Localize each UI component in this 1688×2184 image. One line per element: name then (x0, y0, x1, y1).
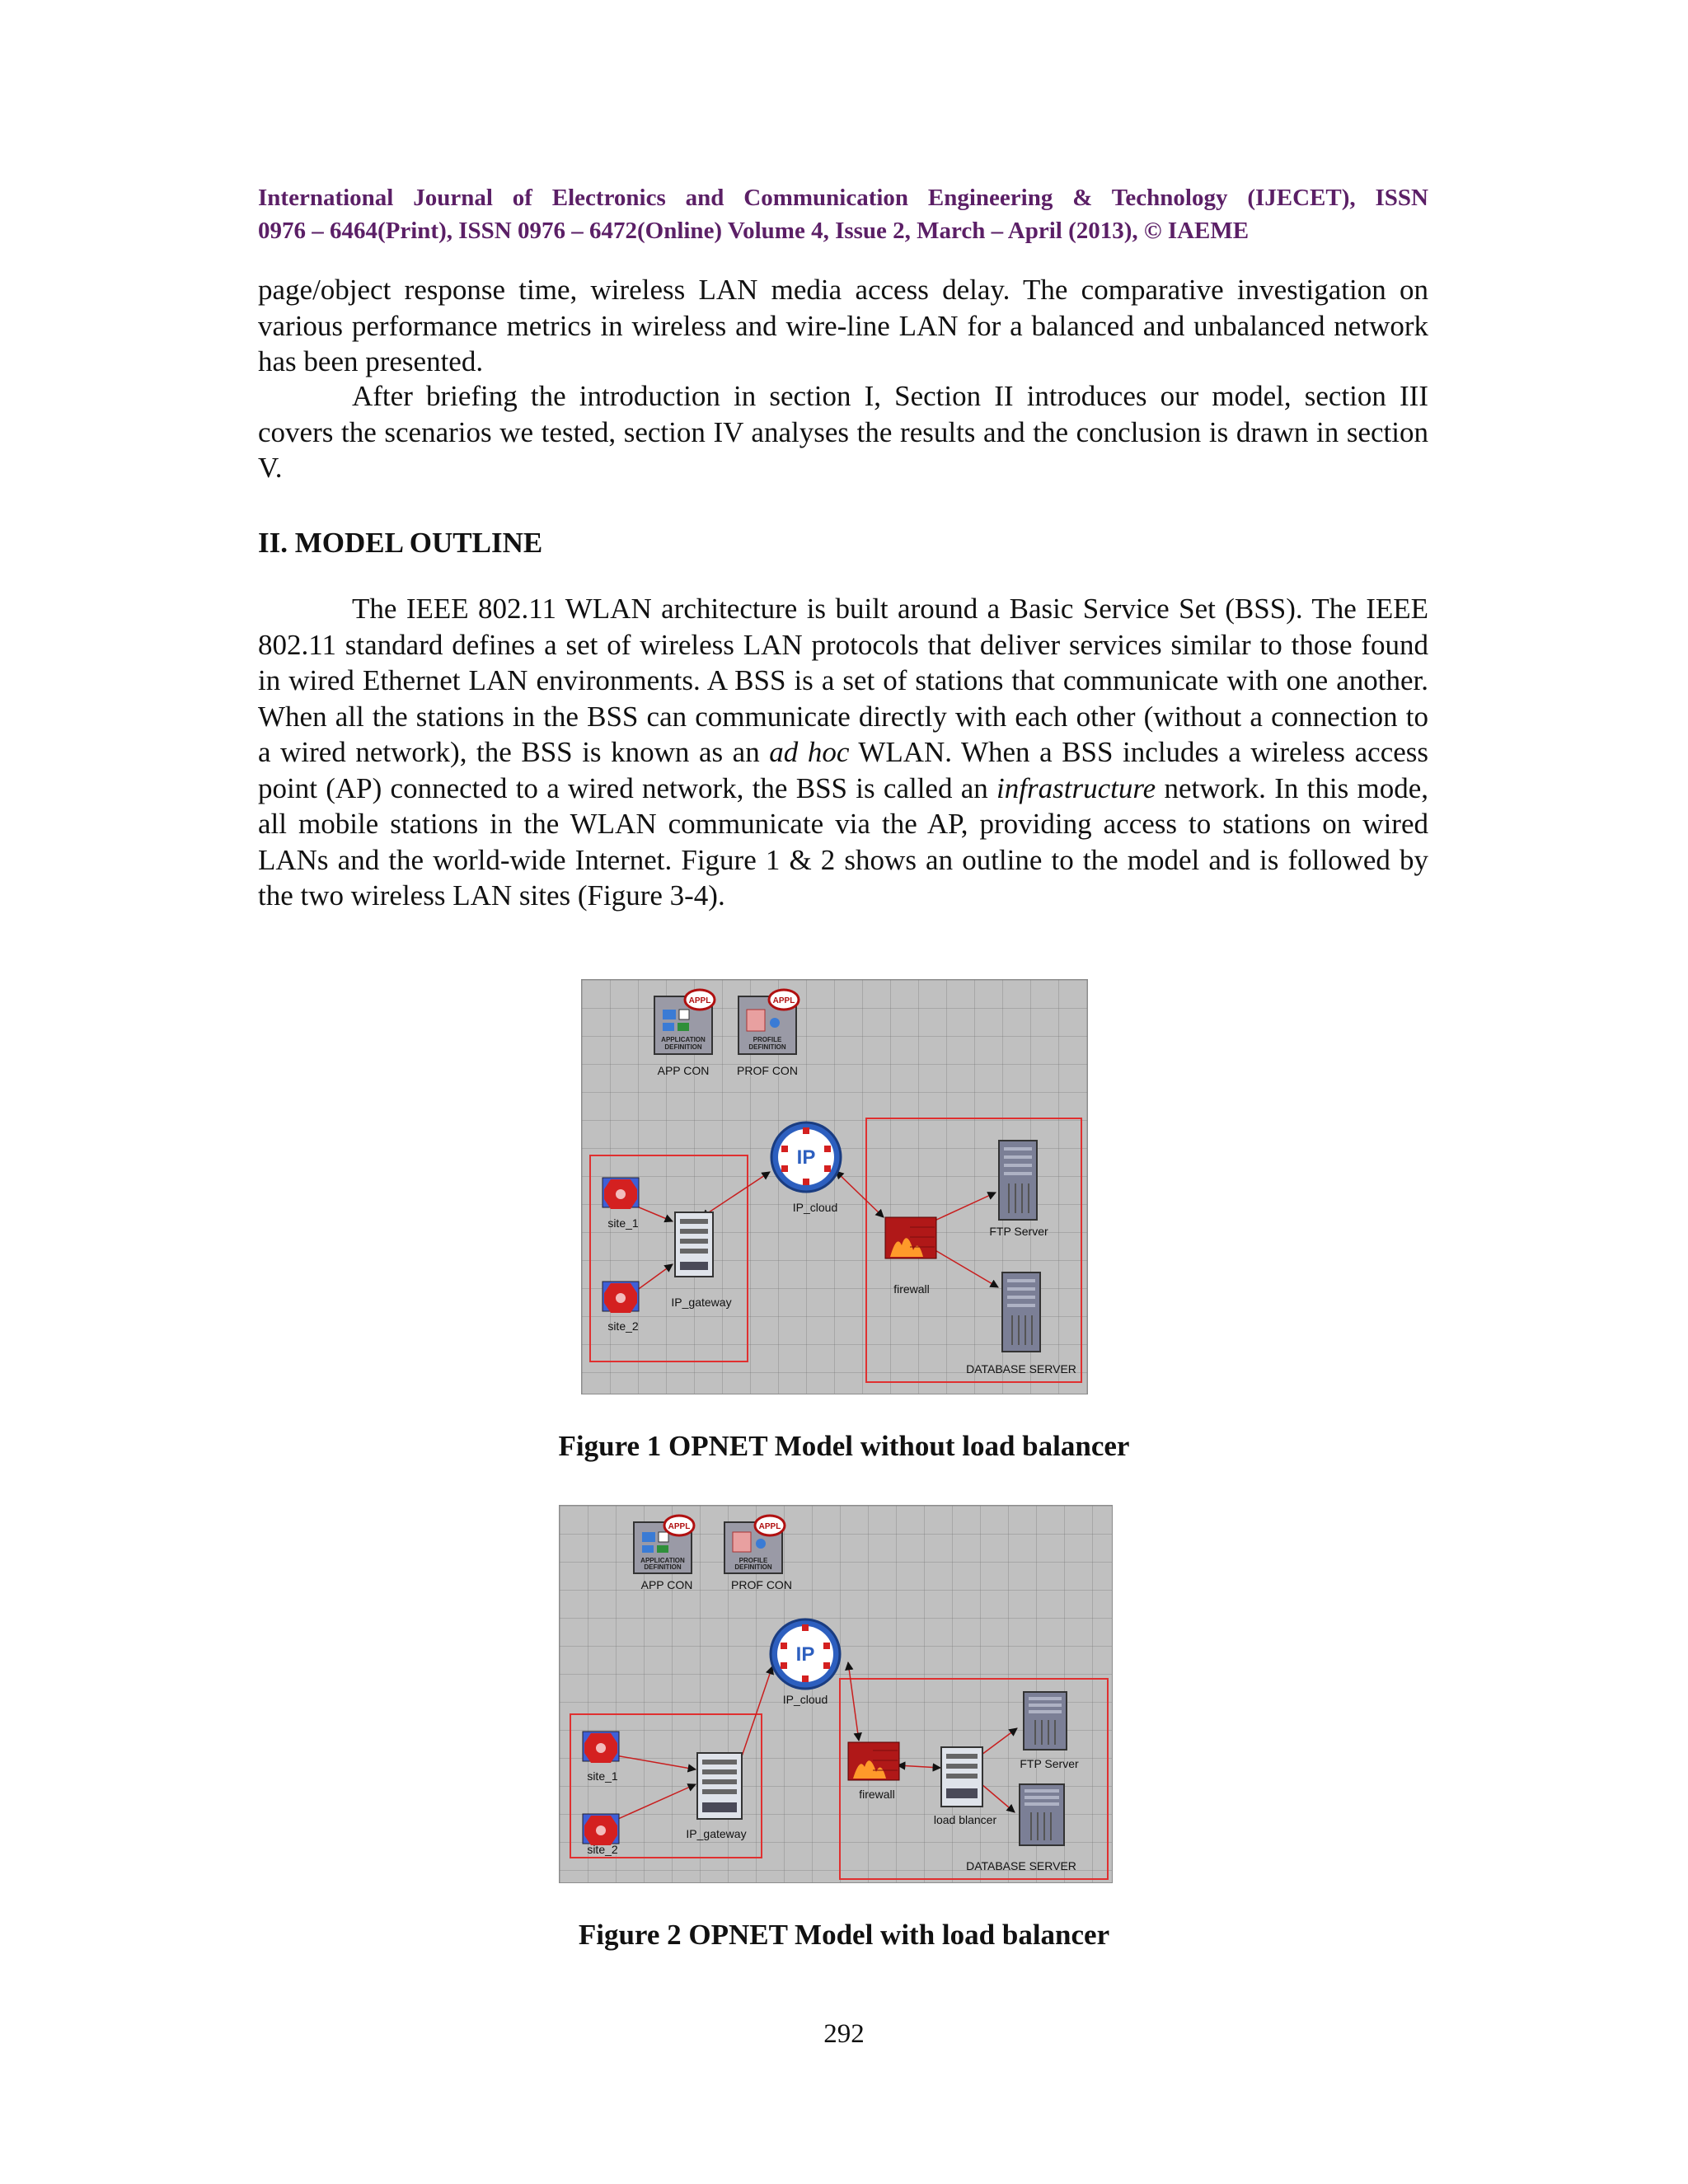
ftp-server-icon (999, 1141, 1037, 1220)
svg-text:DEFINITION: DEFINITION (644, 1563, 682, 1571)
firewall-icon (848, 1742, 899, 1780)
load-balancer-icon (941, 1747, 982, 1807)
journal-header (258, 181, 1428, 247)
firewall-label: firewall (859, 1788, 895, 1801)
prof-con-label: PROF CON (737, 1064, 798, 1077)
figure-2-caption: Figure 2 OPNET Model with load balancer (578, 1919, 1110, 1951)
svg-text:DEFINITION: DEFINITION (734, 1563, 772, 1571)
svg-text:PROFILE: PROFILE (738, 1557, 768, 1564)
section-heading: II. MODEL OUTLINE (258, 527, 543, 559)
ftp-server-icon (1024, 1692, 1067, 1750)
ip-gateway-icon (697, 1753, 742, 1819)
database-server-label: DATABASE SERVER (966, 1362, 1076, 1376)
firewall-icon (885, 1217, 936, 1258)
load-balancer-label: load blancer (933, 1813, 997, 1826)
journal-header-line-1: International Journal of Electronics and Communication Engineering & Technology (IJECET), ISSN (258, 185, 1428, 211)
site-2-label: site_2 (587, 1843, 618, 1856)
ip-cloud-label: IP_cloud (782, 1693, 828, 1706)
svg-text:APPL: APPL (772, 996, 795, 1005)
site-1-router-icon (583, 1732, 619, 1763)
link-gateway-cloud (701, 1172, 770, 1217)
database-server-label: DATABASE SERVER (966, 1859, 1076, 1872)
svg-text:APPLICATION: APPLICATION (640, 1557, 685, 1564)
journal-header-line-2: 0976 – 6464(Print), ISSN 0976 – 6472(Online) Volume 4, Issue 2, March – April (2013), © IAEME (258, 218, 1250, 244)
svg-text:APPL: APPL (688, 996, 711, 1005)
database-server-icon (1020, 1784, 1064, 1845)
figure-1-diagram (581, 979, 1088, 1394)
link-cloud-firewall (848, 1662, 859, 1741)
site-2-label: site_2 (607, 1319, 639, 1333)
ip-gateway-icon (675, 1212, 713, 1277)
site-1-label: site_1 (587, 1769, 618, 1783)
firewall-label: firewall (893, 1282, 930, 1296)
paragraph-3-text-a: The IEEE 802.11 WLAN architecture is built around a Basic Service Set (BSS). The IEEE 802.11 standard defines a set of wireless LAN protocols that deliver services similar to those found in wired Ethernet LAN environments. A BSS is a set of stations that communicate with one another. When all the stations in the BSS can communicate directly with each other (without a connection to a wired network), the BSS is known as an (258, 593, 1428, 768)
link-loadbalancer-ftp (982, 1728, 1017, 1755)
link-site2-gateway (611, 1784, 696, 1822)
svg-text:APPLICATION: APPLICATION (661, 1036, 706, 1043)
ip-cloud-label: IP_cloud (792, 1201, 838, 1214)
svg-text:APPL: APPL (758, 1522, 781, 1531)
ip-gateway-label: IP_gateway (671, 1296, 732, 1309)
svg-text:APPL: APPL (668, 1522, 691, 1531)
link-firewall-loadbalancer (898, 1765, 940, 1768)
ftp-server-label: FTP Server (989, 1225, 1048, 1238)
svg-text:DEFINITION: DEFINITION (748, 1043, 786, 1051)
svg-text:DEFINITION: DEFINITION (664, 1043, 702, 1051)
app-config-icon (634, 1516, 694, 1573)
figure-2-diagram (559, 1505, 1113, 1883)
paragraph-3-text-b: WLAN. When a BSS includes a wireless access point (AP) connected to a wired network, the BSS is called an (258, 736, 1428, 804)
site-2-router-icon (603, 1282, 639, 1313)
prof-con-label: PROF CON (731, 1578, 792, 1591)
figure-1-caption: Figure 1 OPNET Model without load balancer (558, 1430, 1130, 1462)
paragraph-3-text-c: network. In this mode, all mobile stations in the WLAN communicate via the AP, providing access to stations on wired LANs and the world-wide Internet. Figure 1 & 2 shows an outline to the model and is followed by the two wireless LAN sites (Figure 3-4). (258, 771, 1428, 912)
database-server-icon (1002, 1272, 1040, 1352)
site-1-label: site_1 (607, 1216, 639, 1230)
figure-1-svg (582, 980, 1087, 1394)
svg-text:PROFILE: PROFILE (753, 1036, 782, 1043)
profile-config-icon (724, 1516, 785, 1573)
paragraph-1: page/object response time, wireless LAN media access delay. The comparative investigation on various performance metrics in wireless and wire-line LAN for a balanced and unbalanced network has been presented. (258, 274, 1428, 377)
site-2-router-icon (583, 1814, 619, 1845)
paragraph-3 (258, 591, 1428, 914)
ip-cloud-icon (771, 1122, 841, 1192)
italic-infrastructure: infrastructure (996, 771, 1156, 804)
figure-2-svg (560, 1506, 1112, 1882)
svg-text:IP: IP (796, 1146, 816, 1169)
site-1-router-icon (603, 1178, 639, 1209)
link-cloud-firewall (836, 1171, 884, 1217)
page-number: 292 (823, 2019, 865, 2049)
ip-cloud-icon (771, 1619, 840, 1689)
link-gateway-cloud (741, 1666, 772, 1759)
svg-text:IP: IP (795, 1643, 815, 1666)
app-config-icon (654, 990, 715, 1054)
app-con-label: APP CON (640, 1578, 693, 1591)
ip-gateway-label: IP_gateway (686, 1827, 747, 1840)
link-loadbalancer-db (982, 1784, 1015, 1812)
paragraph-2: After briefing the introduction in section I, Section II introduces our model, section III covers the scenarios we tested, section IV analyses the results and the conclusion is drawn in section V. (258, 380, 1428, 484)
italic-ad-hoc: ad hoc (769, 736, 850, 768)
app-con-label: APP CON (657, 1064, 710, 1077)
ftp-server-label: FTP Server (1020, 1757, 1079, 1770)
link-site1-gateway (611, 1755, 696, 1769)
profile-config-icon (738, 990, 799, 1054)
